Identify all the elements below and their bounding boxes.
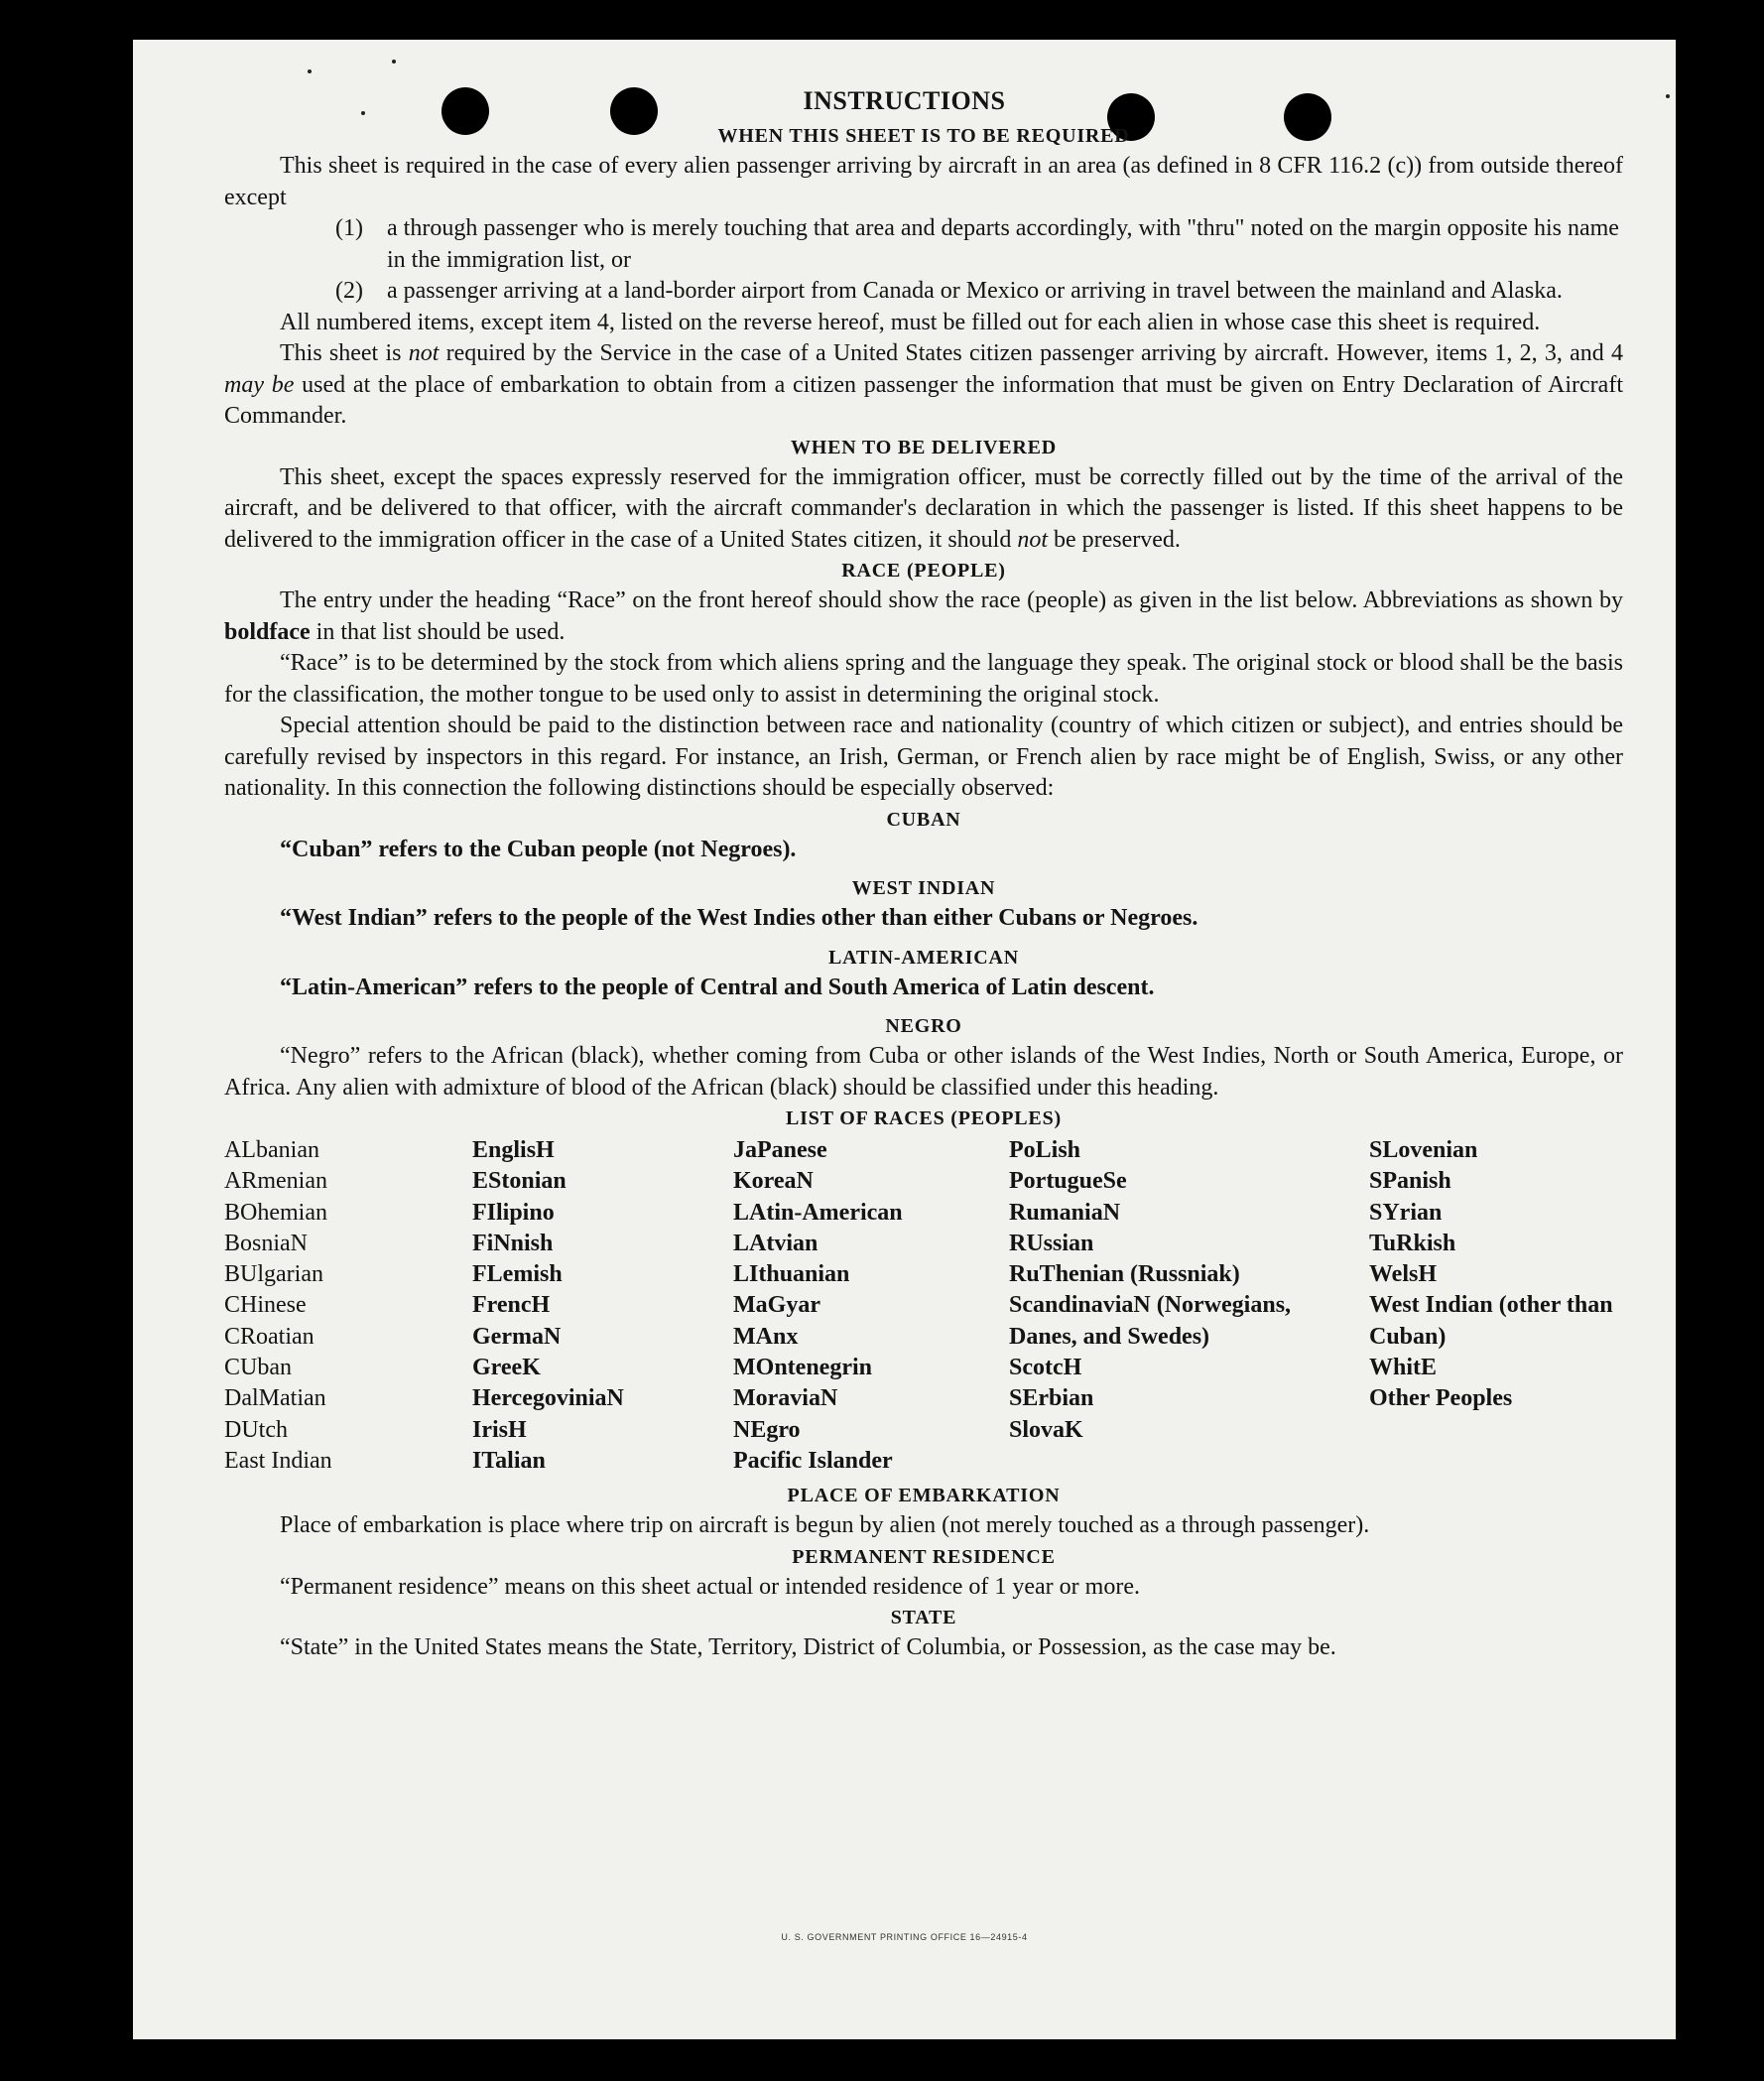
race-entry: FrencH <box>472 1292 551 1319</box>
race-entry: FLemish <box>472 1261 563 1288</box>
race-entry: CHinese <box>224 1292 307 1319</box>
item-number: (2) <box>335 278 363 304</box>
definition: “Cuban” refers to the Cuban people (not Negroes). <box>280 836 797 862</box>
race-entry: DUtch <box>224 1416 288 1443</box>
race-entry: Pacific Islander <box>733 1447 893 1474</box>
section-heading: PLACE OF EMBARKATION <box>787 1485 1061 1507</box>
scan-speck <box>392 60 396 64</box>
text-run: The entry under the heading “Race” on the front hereof should show the race (people) as given in the list below. Abbreviations as shown by <box>280 587 1623 613</box>
race-column <box>1009 1135 1369 1477</box>
section-heading: NEGRO <box>885 1015 962 1037</box>
definition: “West Indian” refers to the people of the West Indies other than either Cubans or Negroes. <box>280 905 1198 931</box>
race-entry: TuRkish <box>1369 1230 1456 1256</box>
race-entry: BUlgarian <box>224 1261 323 1288</box>
race-entry: RuThenian (Russniak) <box>1009 1261 1240 1288</box>
text-run: used at the place of embarkation to obtain from a citizen passenger the information that must be given on Entry Declaration of Aircraft Commander. <box>224 371 1623 429</box>
scan-speck <box>308 69 312 73</box>
race-entry: FiNnish <box>472 1230 554 1256</box>
race-entry: RumaniaN <box>1009 1199 1121 1226</box>
race-entry: PoLish <box>1009 1137 1081 1163</box>
section-heading: WHEN TO BE DELIVERED <box>790 436 1058 458</box>
paragraph: “State” in the United States means the State, Territory, District of Columbia, or Possession, as the case may be. <box>280 1634 1336 1661</box>
race-entry: SlovaK <box>1009 1416 1083 1443</box>
race-entry: CUban <box>224 1355 292 1381</box>
race-entry: GermaN <box>472 1323 562 1350</box>
paragraph: All numbered items, except item 4, listed on the reverse hereof, must be filled out for each alien in whose case this sheet is required. <box>280 309 1541 335</box>
race-entry: SLovenian <box>1369 1137 1478 1163</box>
text-run: in that list should be used. <box>310 618 566 645</box>
paragraph <box>224 585 1623 648</box>
section-heading: WEST INDIAN <box>851 877 996 899</box>
definition: “Latin-American” refers to the people of Central and South America of Latin descent. <box>280 974 1155 1000</box>
race-entry: JaPanese <box>733 1137 827 1163</box>
race-entry: LIthuanian <box>733 1261 850 1288</box>
section-heading: CUBAN <box>886 808 961 831</box>
race-entry: EnglisH <box>472 1137 555 1163</box>
race-entry: East Indian <box>224 1447 332 1474</box>
race-entry: ARmenian <box>224 1168 327 1195</box>
section-heading: WHEN THIS SHEET IS TO BE REQUIRED <box>717 125 1130 147</box>
paragraph <box>224 462 1623 557</box>
race-entry: DalMatian <box>224 1385 326 1412</box>
race-entry: CRoatian <box>224 1323 315 1350</box>
race-entry: SPanish <box>1369 1168 1451 1195</box>
emphasis: may be <box>224 371 295 398</box>
race-entry: LAtin-American <box>733 1199 903 1226</box>
numbered-item <box>335 213 1623 276</box>
race-entry: MoraviaN <box>733 1385 838 1412</box>
text-run: be preserved. <box>1048 526 1181 553</box>
section-heading: PERMANENT RESIDENCE <box>792 1545 1056 1568</box>
paragraph: Special attention should be paid to the distinction between race and nationality (country of which citizen or subject), and entries should be carefully revised by inspectors in this regard. For instance, an Irish, German, or French alien by race might be of English, Swiss, or any other nationality. In this connection the following distinctions should be especially observed: <box>224 713 1623 801</box>
section-heading: LIST OF RACES (PEOPLES) <box>786 1107 1062 1129</box>
race-entry: Other Peoples <box>1369 1385 1513 1412</box>
race-entry: HercegoviniaN <box>472 1385 624 1412</box>
item-text: a passenger arriving at a land-border airport from Canada or Mexico or arriving in travel between the mainland and Alaska. <box>387 278 1563 304</box>
race-entry: BOhemian <box>224 1199 327 1226</box>
race-entry: MaGyar <box>733 1292 820 1319</box>
section-heading: RACE (PEOPLE) <box>841 560 1006 582</box>
race-entry: ALbanian <box>224 1137 319 1163</box>
race-entry: WelsH <box>1369 1261 1438 1288</box>
race-column <box>1369 1135 1617 1477</box>
text-run: required by the Service in the case of a United States citizen passenger arriving by aircraft. However, items 1, 2, 3, and 4 <box>439 340 1623 366</box>
paragraph: “Permanent residence” means on this sheet actual or intended residence of 1 year or more. <box>280 1573 1140 1600</box>
race-entry: NEgro <box>733 1416 801 1443</box>
section-heading: STATE <box>890 1607 957 1629</box>
race-entry: MOntenegrin <box>733 1355 872 1381</box>
race-entry: ScotcH <box>1009 1355 1082 1381</box>
emphasis: not <box>1017 526 1048 553</box>
text-run: This sheet, except the spaces expressly reserved for the immigration officer, must be correctly filled out by the time of the arrival of the aircraft, and be delivered to that officer, with the aircraft commander's declaration in which the passenger is listed. If this sheet happens to be delivered to the immigration officer in the case of a United States citizen, it should <box>224 463 1623 553</box>
race-column <box>472 1135 733 1477</box>
paragraph: This sheet is required in the case of every alien passenger arriving by aircraft in an area (as defined in 8 CFR 116.2 (c)) from outside thereof except <box>224 153 1623 210</box>
item-text: a through passenger who is merely touching that area and departs accordingly, with "thru" noted on the margin opposite his name in the immigration list, or <box>387 215 1619 273</box>
race-list <box>224 1135 1623 1477</box>
bold-word: boldface <box>224 618 311 645</box>
race-column <box>224 1135 472 1477</box>
race-entry: EStonian <box>472 1168 567 1195</box>
text-run: This sheet is <box>280 340 409 366</box>
race-entry: MAnx <box>733 1323 799 1350</box>
race-entry: WhitE <box>1369 1355 1438 1381</box>
race-entry: FIlipino <box>472 1199 555 1226</box>
instructions-body <box>224 121 1623 1664</box>
paragraph: “Negro” refers to the African (black), whether coming from Cuba or other islands of the West Indies, North or South America, Europe, or Africa. Any alien with admixture of blood of the African (black) should be classified under this heading. <box>224 1043 1623 1101</box>
numbered-item <box>335 276 1623 308</box>
paragraph: “Race” is to be determined by the stock from which aliens spring and the language they speak. The original stock or blood shall be the basis for the classification, the mother tongue to be used only to assist in determining the original stock. <box>224 650 1623 708</box>
race-entry: GreeK <box>472 1355 541 1381</box>
race-entry: ScandinaviaN (Norwegians, Danes, and Swedes) <box>1009 1292 1292 1350</box>
item-number: (1) <box>335 215 363 241</box>
race-entry: KoreaN <box>733 1168 814 1195</box>
race-entry: RUssian <box>1009 1230 1094 1256</box>
race-column <box>733 1135 1009 1477</box>
race-entry: ITalian <box>472 1447 546 1474</box>
paragraph <box>224 338 1623 433</box>
race-entry: IrisH <box>472 1416 527 1443</box>
race-entry: SErbian <box>1009 1385 1094 1412</box>
emphasis: not <box>408 340 440 366</box>
race-entry: West Indian (other than Cuban) <box>1369 1292 1613 1350</box>
race-entry: BosniaN <box>224 1230 308 1256</box>
printer-imprint: U. S. GOVERNMENT PRINTING OFFICE 16—24915-4 <box>781 1932 1028 1942</box>
document-page <box>133 40 1676 2039</box>
paragraph: Place of embarkation is place where trip on aircraft is begun by alien (not merely touched as a through passenger). <box>280 1512 1370 1539</box>
page-title: INSTRUCTIONS <box>803 86 1006 115</box>
race-entry: SYrian <box>1369 1199 1443 1226</box>
race-entry: LAtvian <box>733 1230 819 1256</box>
race-entry: PortugueSe <box>1009 1168 1127 1195</box>
section-heading: LATIN-AMERICAN <box>828 946 1019 969</box>
